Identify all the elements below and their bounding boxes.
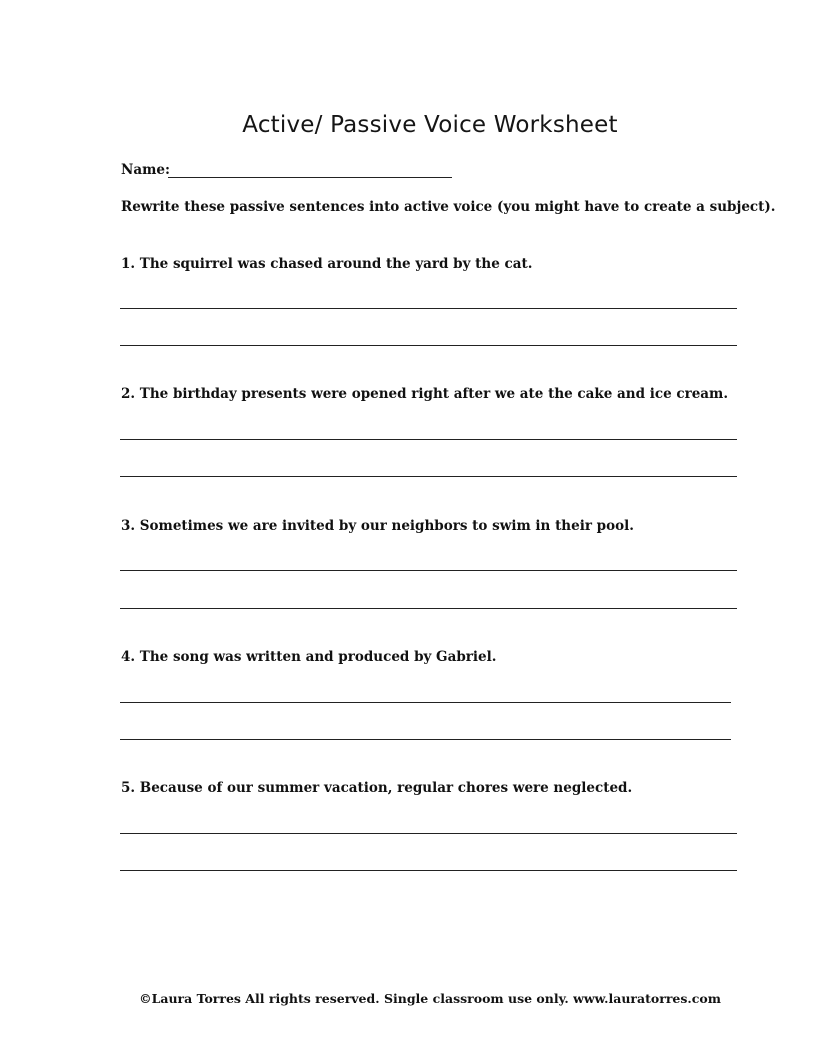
name-answer-line[interactable] (168, 177, 452, 178)
copyright-footer: ©Laura Torres All rights reserved. Single classroom use only. www.lauratorres.com (139, 991, 721, 1006)
question-3: 3. Sometimes we are invited by our neighbors to swim in their pool. (121, 518, 634, 534)
question-5: 5. Because of our summer vacation, regular chores were neglected. (121, 780, 633, 796)
question-5-answer-line-2[interactable] (120, 870, 737, 871)
question-1-answer-line-1[interactable] (120, 308, 737, 309)
question-4-answer-line-2[interactable] (120, 739, 731, 740)
question-1-answer-line-2[interactable] (120, 345, 737, 346)
question-4: 4. The song was written and produced by Gabriel. (121, 649, 497, 665)
question-4-answer-line-1[interactable] (120, 702, 731, 703)
question-5-answer-line-1[interactable] (120, 833, 737, 834)
question-3-answer-line-2[interactable] (120, 608, 737, 609)
question-1: 1. The squirrel was chased around the yard by the cat. (121, 256, 533, 272)
question-2-answer-line-2[interactable] (120, 476, 737, 477)
name-label: Name: (121, 162, 170, 178)
instructions: Rewrite these passive sentences into active voice (you might have to create a subject). (121, 199, 776, 215)
worksheet-title: Active/ Passive Voice Worksheet (242, 112, 618, 138)
question-2: 2. The birthday presents were opened right after we ate the cake and ice cream. (121, 386, 729, 402)
question-2-answer-line-1[interactable] (120, 439, 737, 440)
question-3-answer-line-1[interactable] (120, 570, 737, 571)
